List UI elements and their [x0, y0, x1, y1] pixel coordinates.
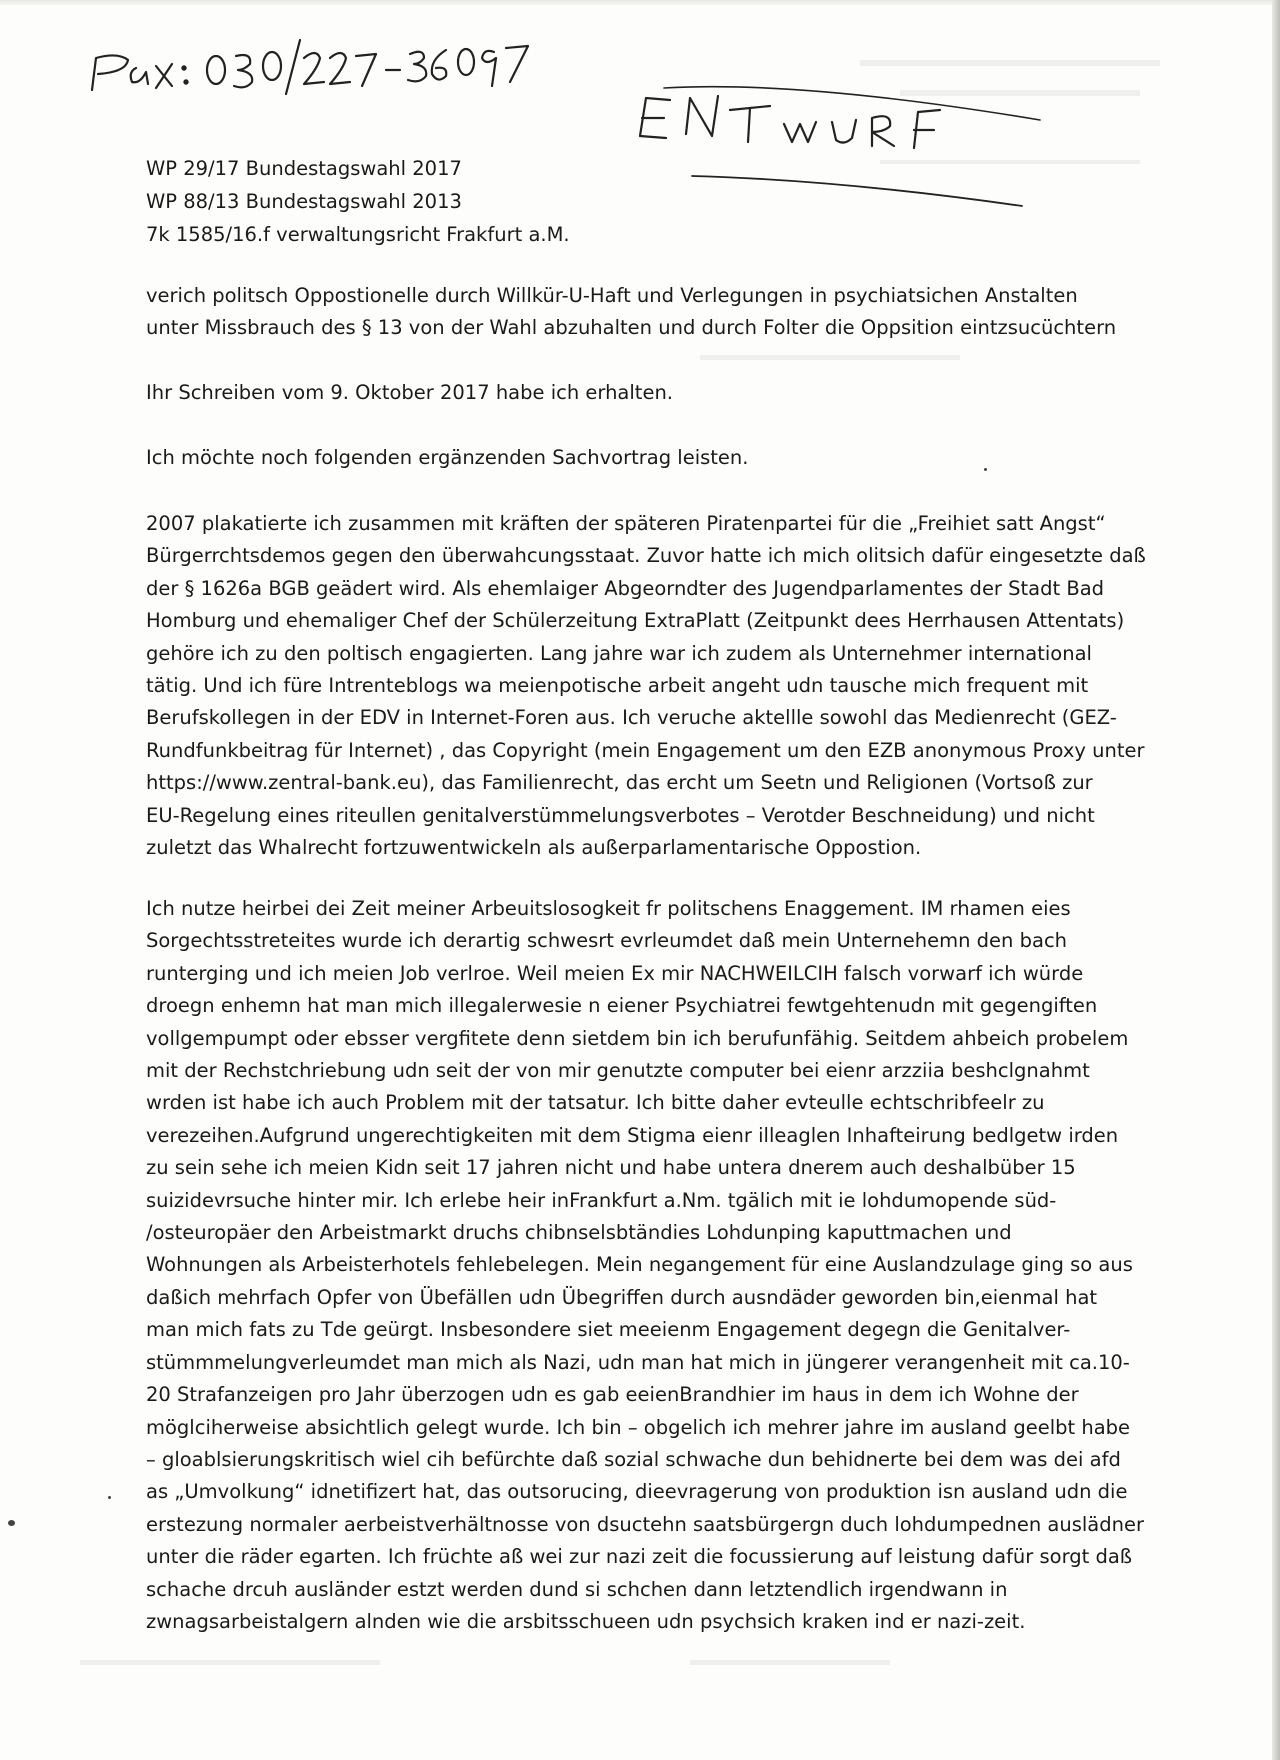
handwritten-fax-number: [92, 55, 128, 90]
text-line: Sorgechtsstreteites wurde ich derartig schwesrt evrleumdet daß mein Unternehemn den bach: [146, 929, 1068, 953]
text-line: verezeihen.Aufgrund ungerechtigkeiten mit dem Stigma eienr illeaglen Inhafteirung bedlgetw irden: [146, 1123, 1119, 1147]
reference-line: 7k 1585/16.f verwaltungsricht Frakfurt a.M.: [146, 223, 570, 246]
bleed-through-mark: [860, 60, 1160, 66]
text-line: as „Umvolkung“ idnetifizert hat, das outsorucing, dieevragerung von produktion isn ausland udn die: [146, 1480, 1128, 1504]
text-line: runterging und ich meien Job verlroe. Weil meien Ex mir NACHWEILCIH falsch vorwarf ich würde: [146, 961, 1084, 985]
bleed-through-mark: [880, 160, 1140, 164]
reference-block: [146, 152, 570, 251]
text-line: verich politsch Oppostionelle durch Willkür-U-Haft und Verlegungen in psychiatsichen Anstalten: [146, 284, 1078, 307]
scan-speck: [984, 468, 987, 471]
text-line: tätig. Und ich füre Intrenteblogs wa meienpotische arbeit angeht udn tausche mich frequent mit: [146, 674, 1089, 698]
text-line: erstezung normaler aerbeistverhältnosse von dsuctehn saatsbürgergn duch lohdumpednen auslädner: [146, 1512, 1145, 1536]
text-line: gehöre ich zu den poltisch engagierten. Lang jahre war ich zudem als Unternehmer international: [146, 641, 1092, 665]
text-line: Ich nutze heirbei dei Zeit meiner Arbeuitslosogkeit fr politschens Enaggement. IM rhamen eies: [146, 897, 1071, 920]
scan-shadow: [0, 0, 1280, 6]
text-line: Ihr Schreiben vom 9. Oktober 2017 habe ich erhalten.: [146, 381, 673, 404]
text-line: https://www.zentral-bank.eu), das Familienrecht, das ercht um Seetn und Religionen (Vortsoß zur: [146, 771, 1093, 795]
text-line: zwnagsarbeistalgern alnden wie die arsbitsschueen udn psychsich kraken ind er nazi-zeit.: [146, 1609, 1026, 1633]
bleed-through-mark: [80, 1660, 380, 1665]
text-line: Rundfunkbeitrag für Internet) , das Copyright (mein Engagement um den EZB anonymous Proxy unter: [146, 738, 1145, 762]
scan-speck: [8, 1520, 15, 1526]
text-line: 2007 plakatierte ich zusammen mit kräften der späteren Piratenpartei für die „Freihiet satt Angst“: [146, 512, 1106, 535]
handwritten-draft-mark: [640, 98, 670, 138]
bleed-through-mark: [690, 1660, 890, 1665]
body-paragraph: [146, 508, 1146, 864]
bleed-through-mark: [700, 355, 960, 360]
scan-edge: [1272, 0, 1280, 1760]
text-line: /osteuropäer den Arbeistmarkt druchs chibnselsbtändies Lohdunping kaputtmachen und: [146, 1221, 1012, 1245]
body-paragraph: [146, 893, 1146, 1638]
text-line: möglciherweise absichtlich gelegt wurde. Ich bin – obgelich ich mehrer jahre im ausland geelbt habe: [146, 1415, 1131, 1439]
reference-line: WP 29/17 Bundestagswahl 2017: [146, 157, 462, 180]
text-line: – gloablsierungskritisch wiel cih befürchte daß sozial schwache dun behidnerte bei dem was dei afd: [146, 1447, 1121, 1471]
text-line: Bürgerrchtsdemos gegen den überwahcungsstaat. Zuvor hatte ich mich olitsich dafür eingesetzte daß: [146, 544, 1146, 568]
text-line: stümmmelungverleumdet man mich als Nazi, udn man hat mich in jüngerer verangenheit mit ca.10-: [146, 1350, 1130, 1374]
text-line: Ich möchte noch folgenden ergänzenden Sachvortrag leisten.: [146, 446, 749, 469]
text-line: vollgempumpt oder ebsser vergfitete denn sietdem bin ich berufunfähig. Seitdem ahbeich probelem: [146, 1026, 1129, 1050]
text-line: wrden ist habe ich auch Problem mit der tatsatur. Ich bitte daher evteulle echtschribfeelr zu: [146, 1091, 1045, 1115]
text-line: der § 1626a BGB geädert wird. Als ehemlaiger Abgeorndter des Jugendparlamentes der Stadt Bad: [146, 576, 1105, 600]
text-line: 20 Strafanzeigen pro Jahr überzogen udn es gab eeienBrandhier im haus in dem ich Wohne der: [146, 1383, 1079, 1407]
reference-line: WP 88/13 Bundestagswahl 2013: [146, 190, 462, 213]
text-line: zu sein sehe ich meien Kidn seit 17 jahren nicht und habe untera dnerem auch deshalbüber 15: [146, 1156, 1076, 1180]
text-line: suizidevrsuche hinter mir. Ich erlebe heir inFrankfurt a.Nm. tgälich mit ie lohdumopende süd-: [146, 1188, 1057, 1212]
scan-speck: [108, 1496, 111, 1499]
bleed-through-mark: [900, 90, 1140, 96]
text-line: zuletzt das Whalrecht fortzuwentwickeln als außerparlamentarische Oppostion.: [146, 836, 922, 860]
text-line: unter Missbrauch des § 13 von der Wahl abzuhalten und durch Folter die Oppsition eintzsucüchtern: [146, 316, 1117, 340]
text-line: daßich mehrfach Opfer von Übefällen udn Übegriffen durch ausndäder geworden bin,eienmal hat: [146, 1285, 1098, 1309]
text-line: EU-Regelung eines riteullen genitalverstümmelungsverbotes – Verotder Beschneidung) und nicht: [146, 803, 1095, 827]
intro-paragraph: [146, 442, 1146, 474]
text-line: Wohnungen als Arbeisterhotels fehlebelegen. Mein negangement für eine Auslandzulage ging so aus: [146, 1253, 1133, 1277]
text-line: man mich fats zu Tde geürgt. Insbesondere siet meeienm Engagement degegn die Genitalver-: [146, 1318, 1071, 1342]
subject-paragraph: [146, 280, 1146, 345]
text-line: mit der Rechstchriebung udn seit der von mir genutzte computer bei eienr arzziia beshclgnahmt: [146, 1059, 1090, 1083]
text-line: Homburg und ehemaliger Chef der Schülerzeitung ExtraPlatt (Zeitpunkt dees Herrhausen Attentats): [146, 609, 1125, 633]
text-line: unter die räder egarten. Ich früchte aß wei zur nazi zeit die focussierung auf leistung dafür sorgt daß: [146, 1545, 1133, 1569]
text-line: schache drcuh ausländer estzt werden dund si schchen dann letztendlich irgendwann in: [146, 1577, 1008, 1601]
text-line: droegn enhemn hat man mich illegalerwesie n eiener Psychiatrei fewtgehtenudn mit gegengiften: [146, 994, 1098, 1018]
text-line: Berufskollegen in der EDV in Internet-Foren aus. Ich veruche aktellle sowohl das Medienrecht (GEZ-: [146, 706, 1117, 730]
acknowledgement-paragraph: [146, 377, 1146, 409]
